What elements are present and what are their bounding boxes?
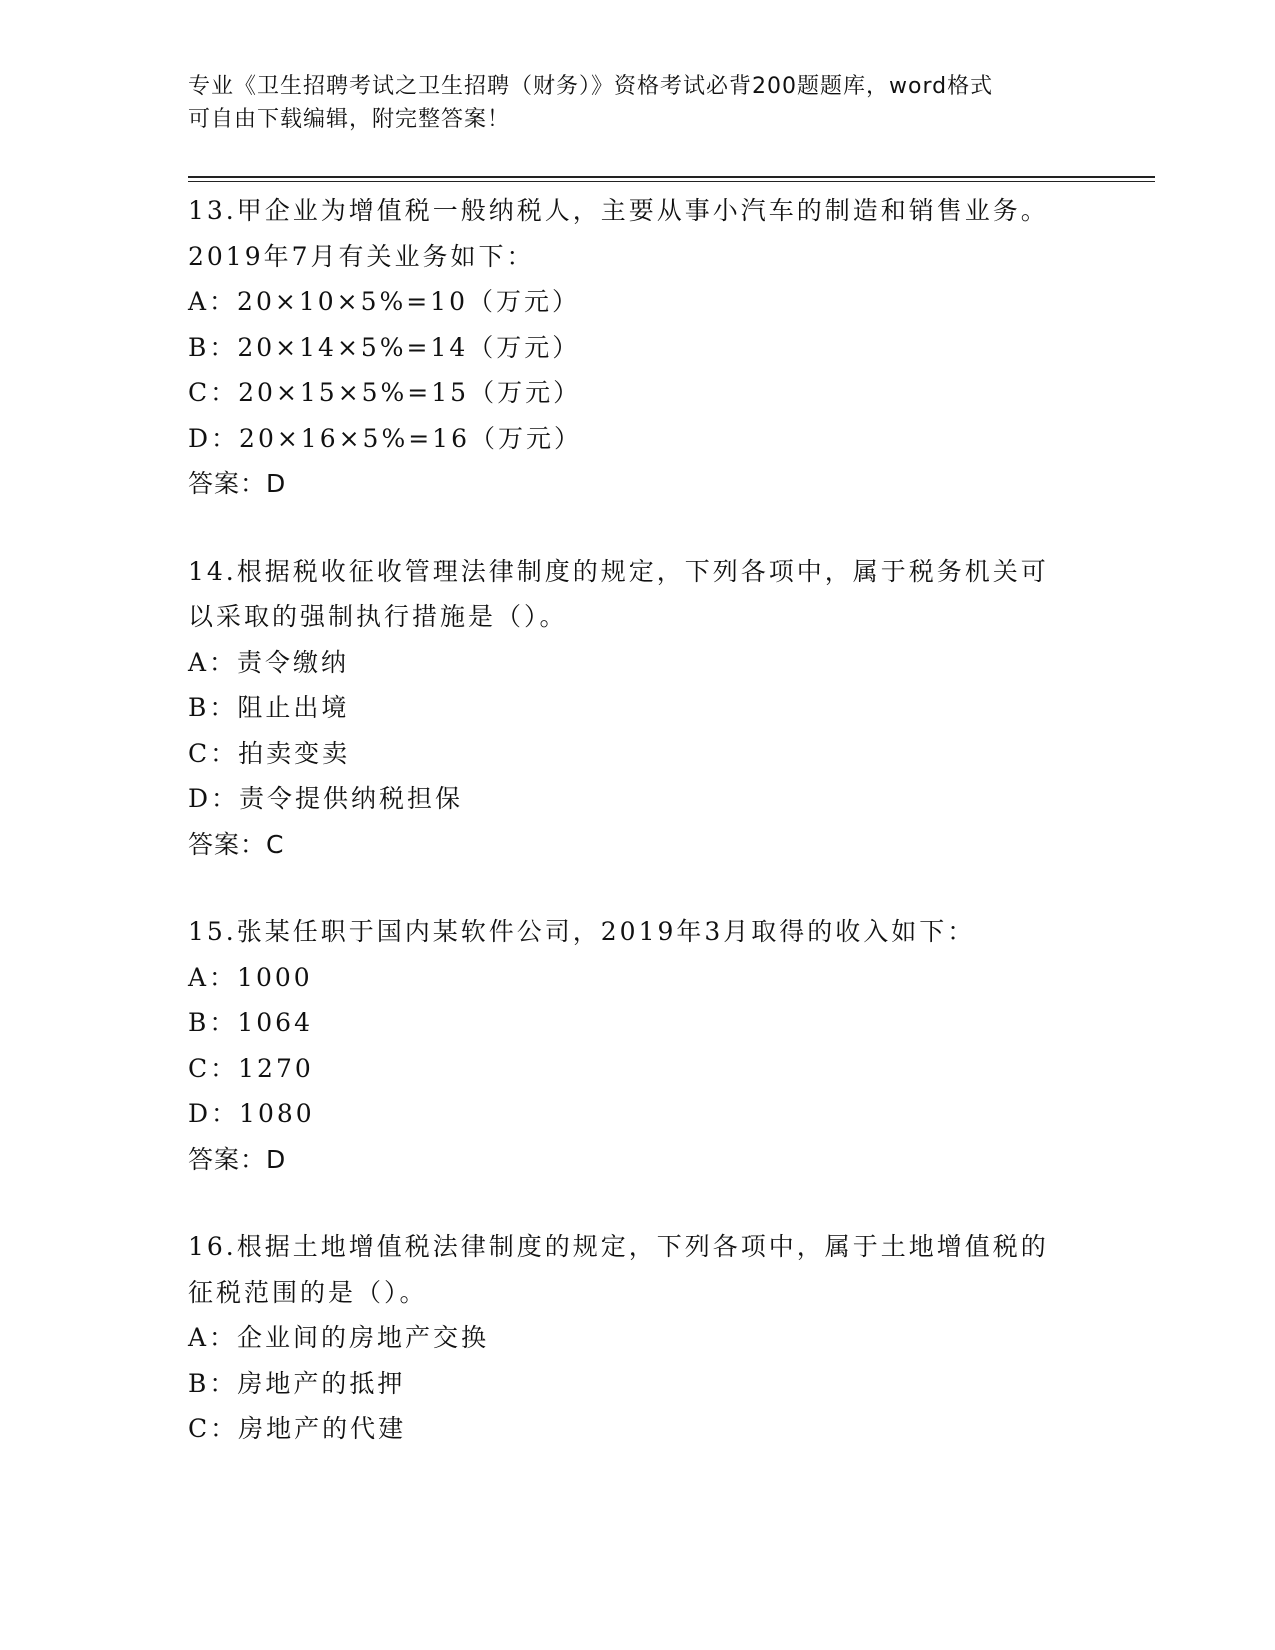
question-stem: 14.根据税收征收管理法律制度的规定，下列各项中，属于税务机关可 (188, 556, 1049, 586)
option-a: A：1000 (188, 962, 313, 992)
question-stem: 16.根据土地增值税法律制度的规定，下列各项中，属于土地增值税的 (188, 1232, 1049, 1261)
header-divider-thin (188, 181, 1155, 182)
question-stem: 13.甲企业为增值税一般纳税人，主要从事小汽车的制造和销售业务。 (188, 196, 1049, 225)
header-divider-thick (188, 176, 1155, 178)
option-b: B：房地产的抵押 (188, 1368, 406, 1398)
answer: 答案：C (188, 829, 285, 859)
document-header (188, 70, 1088, 136)
header-line-1: 专业《卫生招聘考试之卫生招聘（财务）》资格考试必背200题题库，word格式 (188, 74, 994, 99)
option-b: B：1064 (188, 1008, 313, 1037)
option-d: D：责令提供纳税担保 (188, 784, 464, 813)
option-c: C：1270 (188, 1053, 314, 1083)
option-c: C：拍卖变卖 (188, 738, 351, 768)
option-c: C：房地产的代建 (188, 1414, 407, 1443)
option-b: B：20×14×5%=14（万元） (188, 332, 581, 362)
question-16 (188, 1224, 1148, 1452)
question-stem: 2019年7月有关业务如下： (188, 241, 535, 271)
question-stem: 15.张某任职于国内某软件公司，2019年3月取得的收入如下： (188, 917, 976, 946)
option-a: A：企业间的房地产交换 (188, 1323, 490, 1352)
option-d: D：1080 (188, 1099, 315, 1128)
answer: 答案：D (188, 1144, 287, 1174)
question-14 (188, 549, 1148, 868)
option-a: A：20×10×5%=10（万元） (188, 287, 580, 316)
question-stem: 以采取的强制执行措施是（）。 (188, 602, 568, 631)
answer: 答案：D (188, 469, 287, 498)
option-c: C：20×15×5%=15（万元） (188, 378, 582, 407)
option-d: D：20×16×5%=16（万元） (188, 423, 582, 453)
header-line-2: 可自由下载编辑，附完整答案！ (188, 107, 511, 132)
question-stem: 征税范围的是（）。 (188, 1277, 428, 1307)
question-15 (188, 909, 1148, 1182)
question-list (188, 188, 1148, 1494)
option-b: B：阻止出境 (188, 693, 350, 722)
option-a: A：责令缴纳 (188, 647, 350, 677)
question-13 (188, 188, 1148, 507)
